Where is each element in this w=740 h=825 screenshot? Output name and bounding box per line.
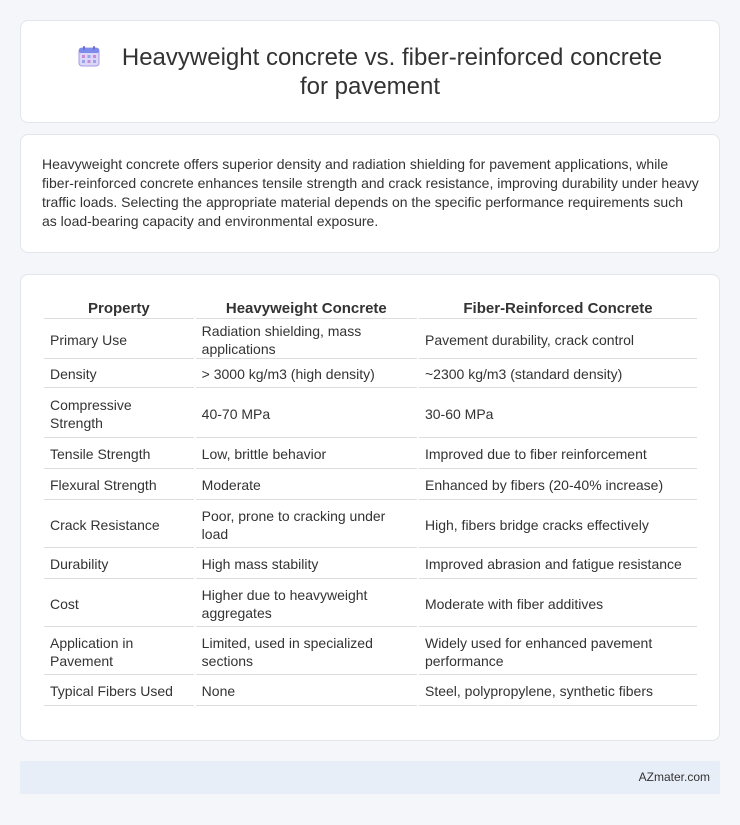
table-row xyxy=(44,581,697,627)
cell-heavyweight: High mass stability xyxy=(196,550,417,579)
page-title-wrap xyxy=(61,43,679,101)
table-row xyxy=(44,629,697,675)
table-row xyxy=(44,390,697,438)
cell-fiber-reinforced: Pavement durability, crack control xyxy=(419,321,697,359)
cell-fiber-reinforced: 30-60 MPa xyxy=(419,390,697,438)
header-fiber-reinforced: Fiber-Reinforced Concrete xyxy=(419,297,697,319)
cell-property: Primary Use xyxy=(44,321,194,359)
cell-fiber-reinforced: Steel, polypropylene, synthetic fibers xyxy=(419,677,697,706)
cell-heavyweight: Limited, used in specialized sections xyxy=(196,629,417,675)
cell-property: Application in Pavement xyxy=(44,629,194,675)
header-heavyweight: Heavyweight Concrete xyxy=(196,297,417,319)
cell-property: Flexural Strength xyxy=(44,471,194,500)
cell-fiber-reinforced: Enhanced by fibers (20-40% increase) xyxy=(419,471,697,500)
table-row xyxy=(44,440,697,469)
table-row xyxy=(44,321,697,359)
cell-heavyweight: Radiation shielding, mass applications xyxy=(196,321,417,359)
cell-property: Crack Resistance xyxy=(44,502,194,548)
cell-heavyweight: 40-70 MPa xyxy=(196,390,417,438)
table-row xyxy=(44,361,697,388)
cell-property: Compressive Strength xyxy=(44,390,194,438)
cell-property: Durability xyxy=(44,550,194,579)
cell-fiber-reinforced: ~2300 kg/m3 (standard density) xyxy=(419,361,697,388)
cell-heavyweight: Poor, prone to cracking under load xyxy=(196,502,417,548)
summary-card xyxy=(20,134,720,253)
cell-fiber-reinforced: Moderate with fiber additives xyxy=(419,581,697,627)
cell-heavyweight: None xyxy=(196,677,417,706)
cell-property: Typical Fibers Used xyxy=(44,677,194,706)
cell-heavyweight: Low, brittle behavior xyxy=(196,440,417,469)
calendar-grid-icon xyxy=(78,45,100,67)
cell-property: Density xyxy=(44,361,194,388)
cell-property: Cost xyxy=(44,581,194,627)
table-row xyxy=(44,677,697,706)
cell-property: Tensile Strength xyxy=(44,440,194,469)
cell-fiber-reinforced: High, fibers bridge cracks effectively xyxy=(419,502,697,548)
cell-heavyweight: > 3000 kg/m3 (high density) xyxy=(196,361,417,388)
footer-bar xyxy=(20,761,720,794)
cell-fiber-reinforced: Widely used for enhanced pavement performance xyxy=(419,629,697,675)
cell-heavyweight: Moderate xyxy=(196,471,417,500)
comparison-table xyxy=(42,295,699,708)
cell-fiber-reinforced: Improved due to fiber reinforcement xyxy=(419,440,697,469)
cell-fiber-reinforced: Improved abrasion and fatigue resistance xyxy=(419,550,697,579)
table-row xyxy=(44,502,697,548)
table-row xyxy=(44,471,697,500)
summary-text: Heavyweight concrete offers superior density and radiation shielding for pavement applications, while fiber-reinforced concrete enhances tensile strength and crack resistance, improving durability under heavy traffic loads. Selecting the appropriate material depends on the specific performance requirements such as load-bearing capacity and environmental exposure. xyxy=(42,156,699,229)
footer-brand: AZmater.com xyxy=(638,770,710,784)
table-row xyxy=(44,550,697,579)
header-property: Property xyxy=(44,297,194,319)
table-header-row xyxy=(44,297,697,319)
comparison-table-card xyxy=(20,274,720,741)
cell-heavyweight: Higher due to heavyweight aggregates xyxy=(196,581,417,627)
title-card xyxy=(20,20,720,123)
page-title: Heavyweight concrete vs. fiber-reinforced concrete for pavement xyxy=(121,44,663,100)
